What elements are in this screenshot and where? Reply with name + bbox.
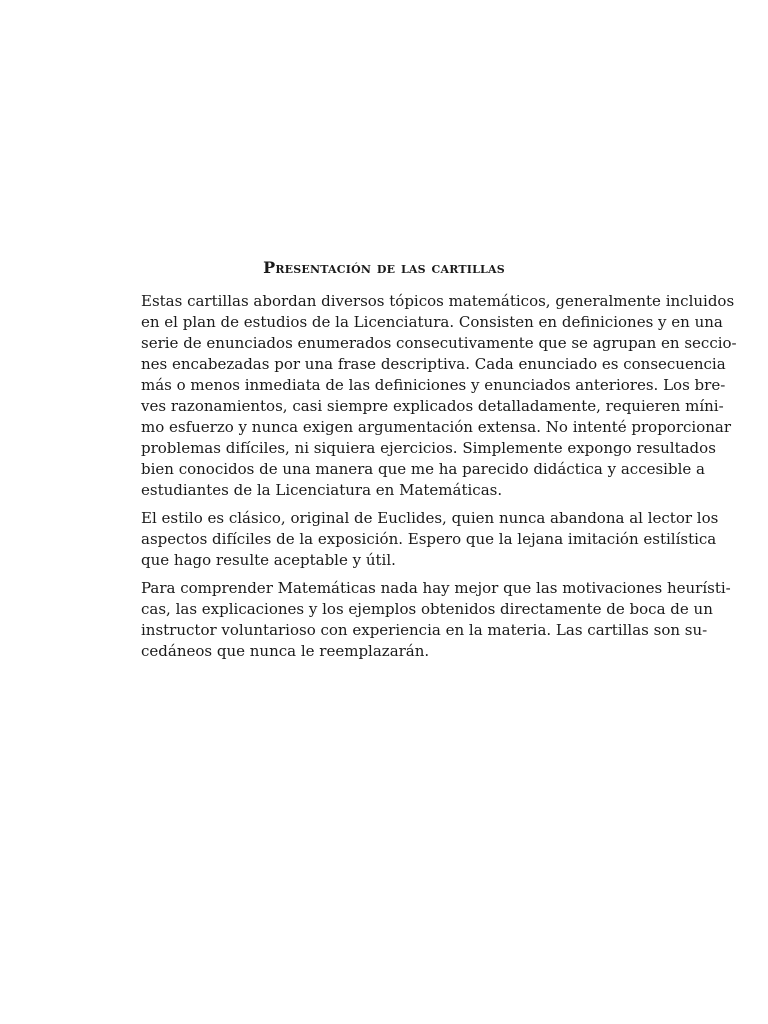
text-line: nes encabezadas por una frase descriptiva. Cada enunciado es consecuencia <box>141 355 726 373</box>
text-line: instructor voluntarioso con experiencia en la materia. Las cartillas son su- <box>141 621 708 639</box>
text-line: problemas difíciles, ni siquiera ejercicios. Simplemente expongo resultados <box>141 439 716 457</box>
text-line: en el plan de estudios de la Licenciatura. Consisten en definiciones y en una <box>141 313 723 331</box>
text-line: serie de enunciados enumerados consecutivamente que se agrupan en seccio- <box>141 334 737 352</box>
text-line: más o menos inmediata de las definiciones y enunciados anteriores. Los bre- <box>141 376 726 394</box>
text-line: cedáneos que nunca le reemplazarán. <box>141 642 430 660</box>
text-line: El estilo es clásico, original de Euclides, quien nunca abandona al lector los <box>141 509 719 527</box>
text-line: Estas cartillas abordan diversos tópicos matemáticos, generalmente incluidos <box>141 292 735 310</box>
text-line: Para comprender Matemáticas nada hay mejor que las motivaciones heurísti- <box>141 579 731 597</box>
text-line: ves razonamientos, casi siempre explicados detalladamente, requieren míni- <box>141 397 724 415</box>
page-title: Presentación de las cartillas <box>263 258 505 277</box>
text-line: mo esfuerzo y nunca exigen argumentación extensa. No intenté proporcionar <box>141 418 732 436</box>
text-line: aspectos difíciles de la exposición. Espero que la lejana imitación estilística <box>141 530 717 548</box>
text-line: bien conocidos de una manera que me ha parecido didáctica y accesible a <box>141 460 705 478</box>
text-line: estudiantes de la Licenciatura en Matemáticas. <box>141 481 503 499</box>
text-line: cas, las explicaciones y los ejemplos obtenidos directamente de boca de un <box>141 600 713 618</box>
text-line: que hago resulte aceptable y útil. <box>141 551 396 569</box>
